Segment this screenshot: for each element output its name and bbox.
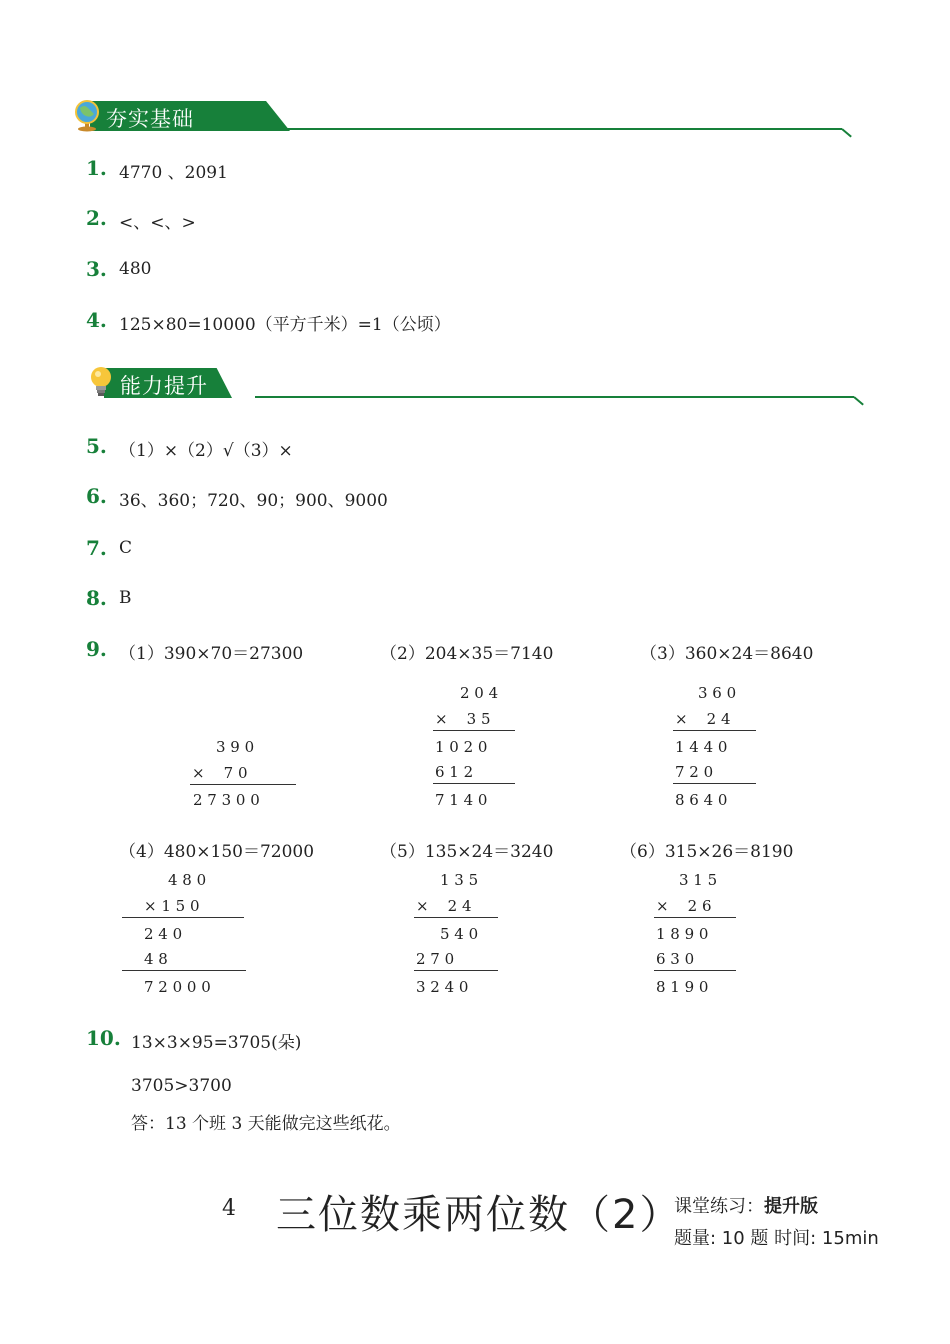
calc-rule	[654, 917, 736, 918]
calc-row: × 2 6	[656, 897, 712, 915]
answer-text: B	[119, 588, 132, 608]
calc-row: 3 9 0	[216, 738, 255, 756]
calc-row: × 7 0	[192, 764, 248, 782]
calc-label: （5）135×24＝3240	[380, 842, 554, 862]
calc-row: 8 1 9 0	[656, 978, 709, 996]
question-number: 3.	[86, 257, 107, 281]
question-number: 7.	[86, 536, 107, 560]
lesson-meta	[674, 1192, 818, 1218]
calc-rule	[122, 917, 244, 918]
answer-text: 13×3×95=3705(朵)	[131, 1033, 302, 1053]
calc-row: 2 7 0	[416, 950, 455, 968]
calc-row: 3 1 5	[679, 871, 718, 889]
divider	[238, 128, 842, 130]
calc-row: 7 2 0 0 0	[144, 978, 211, 996]
answer-text: 4770 、2091	[119, 163, 228, 183]
answer-text: 答：13 个班 3 天能做完这些纸花。	[131, 1114, 401, 1134]
calc-rule	[190, 784, 296, 785]
lightbulb-icon	[88, 365, 114, 403]
calc-row: × 2 4	[416, 897, 472, 915]
calc-row: 2 4 0	[144, 925, 183, 943]
question-number: 8.	[86, 586, 107, 610]
calc-rule	[414, 970, 498, 971]
calc-label: （1）390×70＝27300	[119, 644, 304, 664]
answer-text: 3705>3700	[131, 1076, 232, 1096]
question-number: 1.	[86, 156, 107, 180]
question-number: 5.	[86, 434, 107, 458]
answer-text: 480	[119, 259, 152, 279]
calc-row: × 3 5	[435, 710, 491, 728]
lesson-title: 三位数乘两位数（2）	[276, 1192, 682, 1238]
calc-row: 6 3 0	[656, 950, 695, 968]
answer-text: C	[119, 538, 133, 558]
calc-row: 2 0 4	[460, 684, 499, 702]
answer-text: 36、360；720、90；900、9000	[119, 491, 388, 511]
lesson-quantity-time: 题量: 10 题 时间: 15min	[674, 1228, 879, 1249]
divider-end	[841, 128, 851, 137]
calc-rule	[654, 970, 736, 971]
calc-rule	[673, 730, 756, 731]
question-number: 2.	[86, 206, 107, 230]
meta-label: 课堂练习：	[674, 1196, 764, 1217]
calc-row: 1 4 4 0	[675, 738, 728, 756]
calc-row: 7 2 0	[675, 763, 714, 781]
calc-row: 4 8 0	[168, 871, 207, 889]
divider-end	[853, 396, 863, 405]
section-banner-ability	[88, 368, 868, 398]
calc-label: （6）315×26＝8190	[620, 842, 794, 862]
calc-rule	[433, 730, 515, 731]
question-number: 10.	[86, 1026, 121, 1050]
question-number: 4.	[86, 308, 107, 332]
answer-text: 125×80=10000（平方千米）=1（公顷）	[119, 315, 451, 335]
calc-row: 2 7 3 0 0	[193, 791, 260, 809]
calc-label: （4）480×150＝72000	[119, 842, 315, 862]
answer-text: <、<、>	[119, 213, 196, 233]
calc-row: 6 1 2	[435, 763, 474, 781]
calc-row: 5 4 0	[440, 925, 479, 943]
page-number: 4	[222, 1196, 236, 1221]
calc-row: 7 1 4 0	[435, 791, 488, 809]
calc-row: 1 8 9 0	[656, 925, 709, 943]
calc-rule	[122, 970, 246, 971]
answer-text: （1）×（2）√（3）×	[119, 441, 293, 461]
question-number: 6.	[86, 484, 107, 508]
calc-rule	[414, 917, 498, 918]
calc-rule	[433, 783, 515, 784]
question-number: 9.	[86, 637, 107, 661]
meta-level: 提升版	[764, 1196, 818, 1217]
section-title: 能力提升	[120, 374, 208, 398]
calc-row: 4 8	[144, 950, 168, 968]
calc-row: 8 6 4 0	[675, 791, 728, 809]
divider	[255, 396, 854, 398]
globe-icon	[72, 98, 102, 136]
calc-rule	[673, 783, 756, 784]
section-title: 夯实基础	[106, 107, 194, 131]
calc-row: 3 2 4 0	[416, 978, 469, 996]
calc-row: 1 3 5	[440, 871, 479, 889]
calc-row: 3 6 0	[698, 684, 737, 702]
section-banner-basics	[72, 101, 852, 131]
calc-row: 1 0 2 0	[435, 738, 488, 756]
calc-row: × 1 5 0	[144, 897, 200, 915]
calc-row: × 2 4	[675, 710, 731, 728]
calc-label: （2）204×35＝7140	[380, 644, 554, 664]
calc-label: （3）360×24＝8640	[640, 644, 814, 664]
